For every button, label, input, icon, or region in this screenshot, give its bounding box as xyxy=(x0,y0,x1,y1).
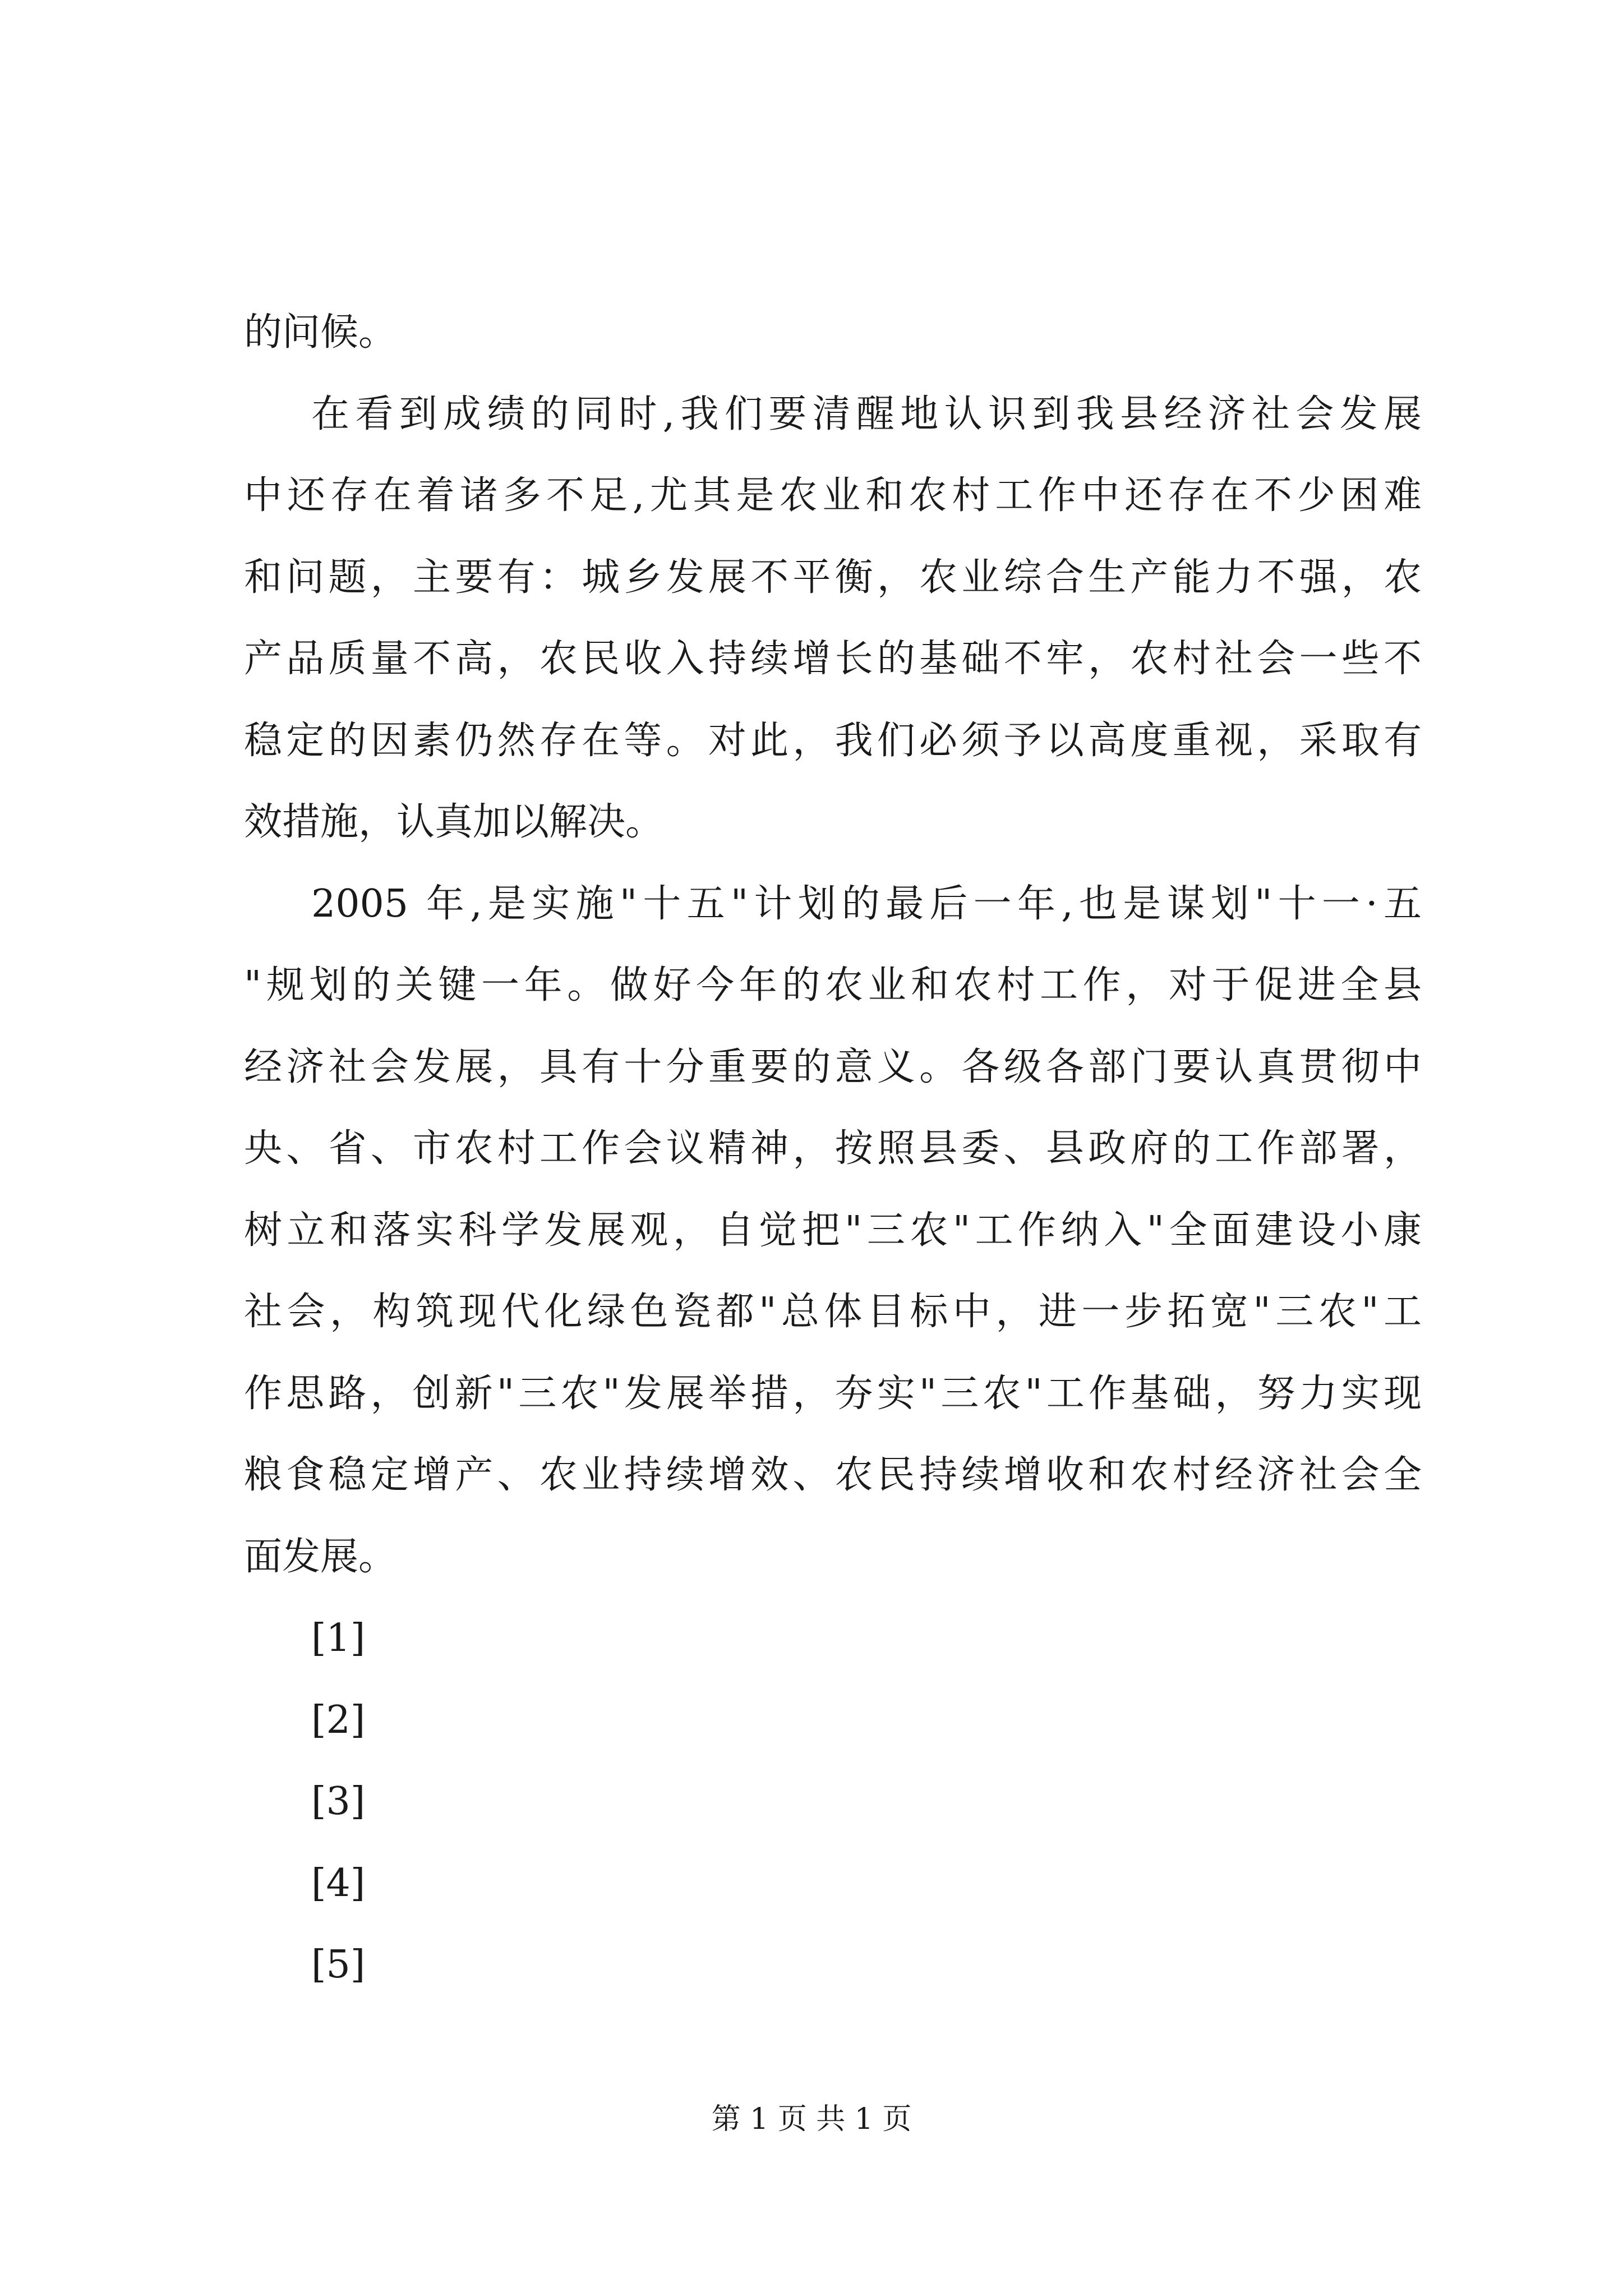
text-line-10: 经济社会发展，具有十分重要的意义。各级各部门要认真贯彻中 xyxy=(244,1045,1422,1089)
reference-2: [2] xyxy=(311,1697,366,1742)
reference-4: [4] xyxy=(311,1861,366,1906)
text-line-11: 央、省、市农村工作会议精神，按照县委、县政府的工作部署， xyxy=(244,1126,1422,1171)
text-line-14: 作思路，创新"三农"发展举措，夯实"三农"工作基础，努力实现 xyxy=(244,1371,1422,1416)
text-line-2: 在看到成绩的同时,我们要清醒地认识到我县经济社会发展 xyxy=(311,392,1422,436)
text-line-9: "规划的关键一年。做好今年的农业和农村工作，对于促进全县 xyxy=(244,963,1422,1007)
text-line-5: 产品质量不高，农民收入持续增长的基础不牢，农村社会一些不 xyxy=(244,637,1422,681)
reference-3: [3] xyxy=(311,1779,366,1824)
text-line-16: 面发展。 xyxy=(244,1534,397,1579)
reference-5: [5] xyxy=(311,1943,366,1987)
text-line-15: 粮食稳定增产、农业持续增效、农民持续增收和农村经济社会全 xyxy=(244,1453,1422,1497)
text-line-6: 稳定的因素仍然存在等。对此，我们必须予以高度重视，采取有 xyxy=(244,718,1422,763)
text-line-12: 树立和落实科学发展观，自觉把"三农"工作纳入"全面建设小康 xyxy=(244,1208,1422,1253)
reference-1: [1] xyxy=(311,1616,366,1660)
text-line-8: 2005 年,是实施"十五"计划的最后一年,也是谋划"十一·五 xyxy=(311,881,1422,926)
text-line-3: 中还存在着诸多不足,尤其是农业和农村工作中还存在不少困难 xyxy=(244,473,1422,518)
text-line-7: 效措施，认真加以解决。 xyxy=(244,800,664,844)
document-body xyxy=(244,292,1422,2006)
text-line-4: 和问题，主要有：城乡发展不平衡，农业综合生产能力不强，农 xyxy=(244,555,1422,600)
page-number-footer: 第 1 页 共 1 页 xyxy=(711,2102,912,2136)
text-line-13: 社会，构筑现代化绿色瓷都"总体目标中，进一步拓宽"三农"工 xyxy=(244,1290,1422,1334)
text-line-1: 的问候。 xyxy=(244,310,397,355)
